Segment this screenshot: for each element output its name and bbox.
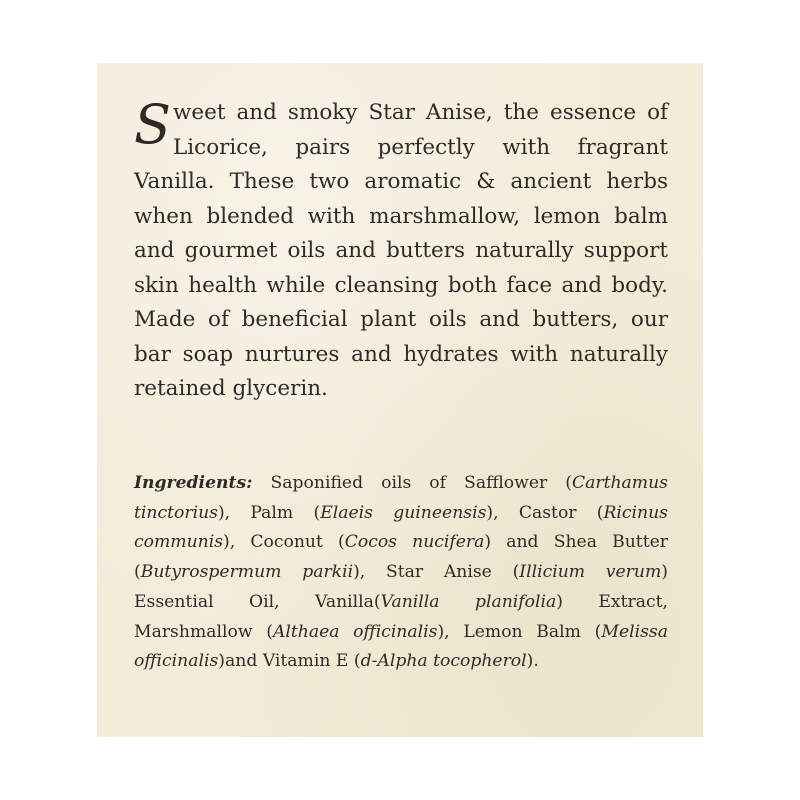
ingredient-suffix: ).: [526, 651, 539, 672]
ingredient-suffix: ),: [437, 621, 464, 642]
ingredient-latin-name: d-Alpha tocopherol: [360, 651, 527, 672]
ingredient-text: Saponified oils of Safflower (: [252, 473, 572, 493]
ingredient-latin-name: Ricinus communis: [134, 502, 668, 553]
ingredient-text: Coconut (: [250, 532, 345, 553]
drop-cap: S: [134, 93, 171, 156]
ingredient-latin-name: Butyrospermum parkii: [140, 562, 354, 583]
product-description-panel: [97, 63, 703, 737]
ingredient-text: Star Anise (: [386, 562, 520, 583]
ingredient-latin-name: Vanilla planifolia: [380, 591, 557, 612]
ingredients-list: [134, 469, 668, 677]
ingredient-suffix: ): [484, 532, 507, 553]
ingredient-latin-name: Melissa officinalis: [134, 621, 668, 672]
ingredient-text: Vanilla(: [315, 591, 381, 612]
ingredient-suffix: ),: [353, 562, 386, 583]
ingredient-suffix: ): [218, 651, 225, 672]
description-text: weet and smoky Star Anise, the essence of Licorice, pairs perfectly with fragrant Vanilla. These two aromatic & ancient herbs when blended with marshmallow, lemon balm and gourmet oils and butters naturally support skin health while cleansing both face and body. Made of beneficial plant oils and butters, our bar soap nurtures and hydrates with naturally retained glycerin.: [134, 100, 668, 401]
ingredient-latin-name: Carthamus tinctorius: [134, 473, 668, 523]
ingredient-suffix: ),: [223, 532, 251, 553]
product-description: [134, 93, 668, 407]
ingredient-text: Lemon Balm (: [463, 621, 602, 642]
ingredient-suffix: ) Extract,: [556, 591, 668, 612]
ingredient-text: and Shea Butter (: [134, 532, 668, 583]
ingredient-latin-name: Cocos nucifera: [344, 532, 485, 553]
ingredients-label: Ingredients:: [134, 473, 253, 493]
ingredient-suffix: ) Essential Oil,: [134, 562, 668, 612]
ingredient-suffix: ),: [217, 502, 251, 523]
ingredient-text: Marshmallow (: [134, 621, 273, 642]
ingredient-suffix: ),: [486, 502, 519, 523]
ingredient-latin-name: Illicium verum: [519, 562, 662, 583]
ingredient-latin-name: Althaea officinalis: [272, 621, 438, 642]
ingredient-text: Palm (: [250, 502, 321, 523]
ingredient-text: Castor (: [518, 502, 604, 523]
ingredient-text: and Vitamin E (: [225, 651, 361, 672]
ingredient-latin-name: Elaeis guineensis: [320, 502, 487, 523]
